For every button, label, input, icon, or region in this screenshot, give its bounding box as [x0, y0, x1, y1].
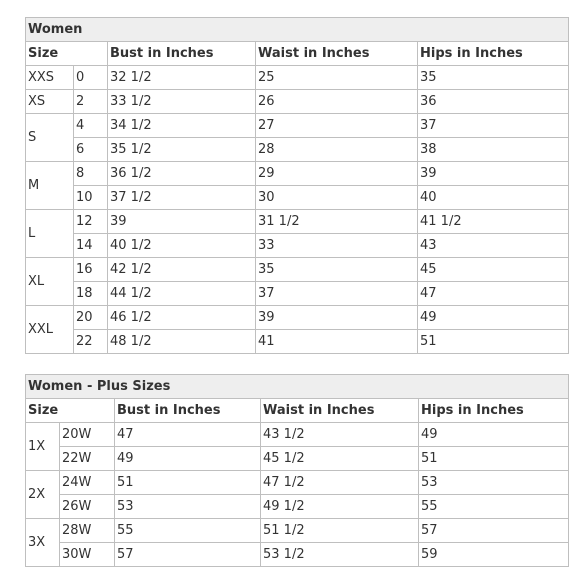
- size-label-cell: S: [26, 114, 74, 162]
- size-label-cell: 3X: [26, 519, 60, 567]
- size-number-cell: 4: [74, 114, 108, 138]
- size-row: [26, 447, 569, 471]
- waist-cell: 30: [256, 186, 418, 210]
- waist-cell: 26: [256, 90, 418, 114]
- size-number-cell: 8: [74, 162, 108, 186]
- waist-cell: 31 1/2: [256, 210, 418, 234]
- size-number-cell: 20W: [60, 423, 115, 447]
- waist-cell: 35: [256, 258, 418, 282]
- bust-cell: 53: [115, 495, 261, 519]
- plus-title-row: [26, 375, 569, 399]
- hips-cell: 36: [418, 90, 569, 114]
- bust-cell: 47: [115, 423, 261, 447]
- size-row: [26, 138, 569, 162]
- waist-cell: 27: [256, 114, 418, 138]
- waist-cell: 49 1/2: [261, 495, 419, 519]
- size-number-cell: 22W: [60, 447, 115, 471]
- waist-cell: 45 1/2: [261, 447, 419, 471]
- hips-cell: 38: [418, 138, 569, 162]
- hips-cell: 43: [418, 234, 569, 258]
- waist-cell: 51 1/2: [261, 519, 419, 543]
- hips-cell: 39: [418, 162, 569, 186]
- women-table-title: Women: [26, 18, 569, 42]
- size-label-cell: 1X: [26, 423, 60, 471]
- size-row: [26, 234, 569, 258]
- hips-cell: 49: [418, 306, 569, 330]
- waist-cell: 37: [256, 282, 418, 306]
- size-label-cell: XXL: [26, 306, 74, 354]
- bust-cell: 49: [115, 447, 261, 471]
- waist-cell: 39: [256, 306, 418, 330]
- size-row: [26, 306, 569, 330]
- size-row: [26, 66, 569, 90]
- bust-cell: 44 1/2: [108, 282, 256, 306]
- women-table-body: [26, 18, 569, 354]
- size-number-cell: 12: [74, 210, 108, 234]
- size-number-cell: 20: [74, 306, 108, 330]
- size-number-cell: 2: [74, 90, 108, 114]
- size-number-cell: 28W: [60, 519, 115, 543]
- bust-cell: 39: [108, 210, 256, 234]
- bust-cell: 35 1/2: [108, 138, 256, 162]
- hips-column-header: Hips in Inches: [419, 399, 569, 423]
- size-row: [26, 114, 569, 138]
- waist-cell: 28: [256, 138, 418, 162]
- hips-cell: 47: [418, 282, 569, 306]
- hips-cell: 57: [419, 519, 569, 543]
- waist-column-header: Waist in Inches: [256, 42, 418, 66]
- waist-cell: 41: [256, 330, 418, 354]
- size-number-cell: 14: [74, 234, 108, 258]
- plus-size-table: [25, 374, 569, 567]
- waist-cell: 33: [256, 234, 418, 258]
- bust-column-header: Bust in Inches: [115, 399, 261, 423]
- size-row: [26, 330, 569, 354]
- hips-cell: 59: [419, 543, 569, 567]
- size-number-cell: 16: [74, 258, 108, 282]
- plus-table-body: [26, 375, 569, 567]
- size-label-cell: XS: [26, 90, 74, 114]
- size-label-cell: XXS: [26, 66, 74, 90]
- size-column-header: Size: [26, 42, 108, 66]
- hips-cell: 37: [418, 114, 569, 138]
- size-row: [26, 282, 569, 306]
- bust-cell: 46 1/2: [108, 306, 256, 330]
- women-size-table: [25, 17, 569, 354]
- size-row: [26, 258, 569, 282]
- waist-cell: 43 1/2: [261, 423, 419, 447]
- bust-column-header: Bust in Inches: [108, 42, 256, 66]
- hips-cell: 40: [418, 186, 569, 210]
- size-column-header: Size: [26, 399, 115, 423]
- hips-cell: 51: [418, 330, 569, 354]
- size-number-cell: 24W: [60, 471, 115, 495]
- size-row: [26, 495, 569, 519]
- hips-cell: 41 1/2: [418, 210, 569, 234]
- hips-column-header: Hips in Inches: [418, 42, 569, 66]
- bust-cell: 48 1/2: [108, 330, 256, 354]
- waist-cell: 47 1/2: [261, 471, 419, 495]
- size-number-cell: 26W: [60, 495, 115, 519]
- size-row: [26, 90, 569, 114]
- hips-cell: 55: [419, 495, 569, 519]
- size-number-cell: 10: [74, 186, 108, 210]
- size-row: [26, 210, 569, 234]
- size-row: [26, 543, 569, 567]
- plus-table-title: Women - Plus Sizes: [26, 375, 569, 399]
- plus-header-row: [26, 399, 569, 423]
- size-label-cell: 2X: [26, 471, 60, 519]
- size-row: [26, 186, 569, 210]
- size-number-cell: 18: [74, 282, 108, 306]
- size-row: [26, 519, 569, 543]
- size-row: [26, 162, 569, 186]
- hips-cell: 35: [418, 66, 569, 90]
- bust-cell: 40 1/2: [108, 234, 256, 258]
- bust-cell: 37 1/2: [108, 186, 256, 210]
- hips-cell: 53: [419, 471, 569, 495]
- women-title-row: [26, 18, 569, 42]
- waist-cell: 25: [256, 66, 418, 90]
- bust-cell: 55: [115, 519, 261, 543]
- size-number-cell: 30W: [60, 543, 115, 567]
- bust-cell: 42 1/2: [108, 258, 256, 282]
- hips-cell: 45: [418, 258, 569, 282]
- bust-cell: 51: [115, 471, 261, 495]
- size-label-cell: XL: [26, 258, 74, 306]
- size-number-cell: 22: [74, 330, 108, 354]
- bust-cell: 32 1/2: [108, 66, 256, 90]
- size-label-cell: M: [26, 162, 74, 210]
- hips-cell: 51: [419, 447, 569, 471]
- hips-cell: 49: [419, 423, 569, 447]
- waist-column-header: Waist in Inches: [261, 399, 419, 423]
- bust-cell: 36 1/2: [108, 162, 256, 186]
- bust-cell: 57: [115, 543, 261, 567]
- bust-cell: 33 1/2: [108, 90, 256, 114]
- size-number-cell: 6: [74, 138, 108, 162]
- bust-cell: 34 1/2: [108, 114, 256, 138]
- waist-cell: 29: [256, 162, 418, 186]
- women-header-row: [26, 42, 569, 66]
- size-label-cell: L: [26, 210, 74, 258]
- size-row: [26, 423, 569, 447]
- size-row: [26, 471, 569, 495]
- size-number-cell: 0: [74, 66, 108, 90]
- waist-cell: 53 1/2: [261, 543, 419, 567]
